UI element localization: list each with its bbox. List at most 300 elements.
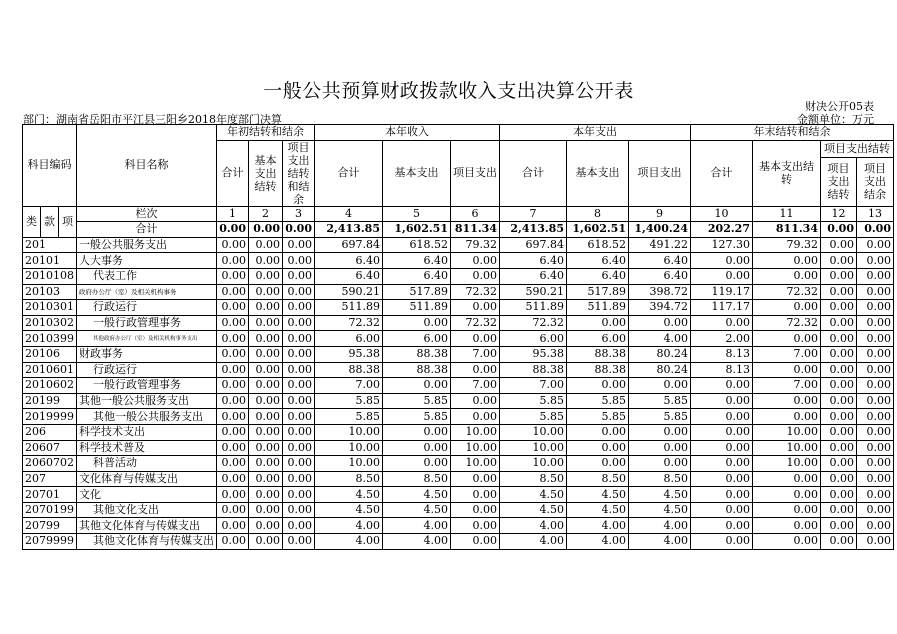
table-row — [23, 315, 894, 331]
subject-code: 20799 — [23, 518, 77, 534]
subject-name: 科学技术普及 — [77, 440, 217, 456]
amount-cell: 6.40 — [500, 253, 567, 269]
amount-cell: 0.00 — [629, 440, 691, 456]
amount-cell: 6.40 — [629, 253, 691, 269]
amount-cell: 0.00 — [821, 456, 857, 472]
total-value: 811.34 — [451, 222, 500, 238]
subject-code: 2010302 — [23, 315, 77, 331]
amount-cell: 0.00 — [753, 253, 821, 269]
amount-cell: 0.00 — [857, 378, 894, 394]
header-name: 科目名称 — [77, 125, 217, 207]
amount-cell: 10.00 — [451, 440, 500, 456]
amount-cell: 4.50 — [567, 502, 629, 518]
header-end-proj-carry: 项目支出结转 — [821, 158, 857, 206]
amount-cell: 2.00 — [691, 331, 753, 347]
amount-cell: 0.00 — [857, 502, 894, 518]
amount-cell: 7.00 — [500, 378, 567, 394]
subject-code: 20103 — [23, 284, 77, 300]
subject-name: 行政运行 — [77, 362, 217, 378]
amount-cell: 0.00 — [249, 315, 283, 331]
amount-cell: 4.00 — [567, 518, 629, 534]
table-row — [23, 253, 894, 269]
amount-cell: 0.00 — [249, 268, 283, 284]
amount-cell: 0.00 — [753, 502, 821, 518]
amount-cell: 0.00 — [283, 409, 315, 425]
subject-name: 其他文化体育与传媒支出 — [77, 534, 217, 550]
amount-cell: 0.00 — [821, 331, 857, 347]
amount-cell: 10.00 — [753, 456, 821, 472]
page-title: 一般公共预算财政拨款收入支出决算公开表 — [263, 80, 634, 102]
amount-cell: 0.00 — [753, 300, 821, 316]
amount-cell: 0.00 — [821, 253, 857, 269]
amount-cell: 10.00 — [500, 424, 567, 440]
amount-cell: 0.00 — [451, 300, 500, 316]
amount-cell: 4.50 — [383, 502, 451, 518]
amount-cell: 0.00 — [857, 424, 894, 440]
subject-name: 科学技术支出 — [77, 424, 217, 440]
amount-cell: 0.00 — [249, 534, 283, 550]
amount-cell: 0.00 — [691, 253, 753, 269]
header-end-proj-surplus: 项目支出结余 — [857, 158, 894, 206]
amount-cell: 697.84 — [315, 237, 383, 253]
amount-cell: 0.00 — [217, 424, 249, 440]
amount-cell: 4.50 — [500, 502, 567, 518]
amount-cell: 4.50 — [315, 502, 383, 518]
col-num: 2 — [249, 206, 283, 222]
amount-cell: 4.00 — [383, 534, 451, 550]
table-row — [23, 440, 894, 456]
amount-cell: 0.00 — [283, 362, 315, 378]
amount-cell: 0.00 — [283, 284, 315, 300]
amount-cell: 6.00 — [315, 331, 383, 347]
amount-cell: 0.00 — [629, 378, 691, 394]
total-value: 0.00 — [217, 222, 249, 238]
amount-cell: 0.00 — [249, 237, 283, 253]
amount-cell: 0.00 — [857, 253, 894, 269]
amount-cell: 0.00 — [857, 456, 894, 472]
subject-name: 一般行政管理事务 — [77, 315, 217, 331]
amount-cell: 0.00 — [217, 237, 249, 253]
amount-cell: 88.38 — [500, 362, 567, 378]
amount-cell: 10.00 — [500, 440, 567, 456]
amount-cell: 6.40 — [567, 268, 629, 284]
amount-cell: 0.00 — [283, 518, 315, 534]
subject-name: 文化 — [77, 487, 217, 503]
amount-cell: 0.00 — [249, 378, 283, 394]
amount-cell: 0.00 — [857, 393, 894, 409]
table-row — [23, 300, 894, 316]
amount-cell: 4.00 — [629, 518, 691, 534]
amount-cell: 10.00 — [315, 456, 383, 472]
amount-cell: 0.00 — [857, 237, 894, 253]
header-lei: 类 — [23, 206, 41, 237]
amount-unit: 金额单位：万元 — [797, 113, 874, 126]
amount-cell: 0.00 — [217, 471, 249, 487]
amount-cell: 0.00 — [383, 424, 451, 440]
amount-cell: 4.50 — [500, 487, 567, 503]
amount-cell: 72.32 — [451, 284, 500, 300]
subject-code: 2019999 — [23, 409, 77, 425]
amount-cell: 0.00 — [217, 393, 249, 409]
amount-cell: 0.00 — [217, 534, 249, 550]
amount-cell: 0.00 — [821, 487, 857, 503]
col-num: 11 — [753, 206, 821, 222]
amount-cell: 6.40 — [383, 268, 451, 284]
amount-cell: 72.32 — [500, 315, 567, 331]
amount-cell: 117.17 — [691, 300, 753, 316]
amount-cell: 0.00 — [249, 456, 283, 472]
amount-cell: 0.00 — [821, 393, 857, 409]
header-end-project: 项目支出结转 — [821, 140, 894, 158]
amount-cell: 6.40 — [567, 253, 629, 269]
amount-cell: 0.00 — [753, 331, 821, 347]
amount-cell: 95.38 — [315, 346, 383, 362]
amount-cell: 72.32 — [451, 315, 500, 331]
amount-cell: 0.00 — [567, 315, 629, 331]
table-row — [23, 456, 894, 472]
subject-name: 政府办公厅（室）及相关机构事务 — [77, 284, 217, 300]
header-xiang: 项 — [59, 206, 77, 237]
amount-cell: 0.00 — [567, 456, 629, 472]
col-num: 7 — [500, 206, 567, 222]
col-num: 9 — [629, 206, 691, 222]
amount-cell: 8.50 — [500, 471, 567, 487]
subject-name: 人大事务 — [77, 253, 217, 269]
amount-cell: 0.00 — [821, 409, 857, 425]
amount-cell: 4.00 — [315, 518, 383, 534]
amount-cell: 0.00 — [753, 471, 821, 487]
col-num: 3 — [283, 206, 315, 222]
amount-cell: 0.00 — [283, 471, 315, 487]
amount-cell: 697.84 — [500, 237, 567, 253]
amount-cell: 0.00 — [451, 518, 500, 534]
amount-cell: 0.00 — [691, 424, 753, 440]
amount-cell: 0.00 — [249, 471, 283, 487]
amount-cell: 590.21 — [500, 284, 567, 300]
total-value: 202.27 — [691, 222, 753, 238]
total-value: 0.00 — [283, 222, 315, 238]
col-num: 5 — [383, 206, 451, 222]
subject-name: 行政运行 — [77, 300, 217, 316]
col-num: 13 — [857, 206, 894, 222]
amount-cell: 0.00 — [691, 502, 753, 518]
amount-cell: 0.00 — [451, 534, 500, 550]
amount-cell: 0.00 — [217, 487, 249, 503]
amount-cell: 6.40 — [383, 253, 451, 269]
table-row — [23, 362, 894, 378]
amount-cell: 0.00 — [821, 378, 857, 394]
amount-cell: 0.00 — [821, 518, 857, 534]
subject-name: 文化体育与传媒支出 — [77, 471, 217, 487]
amount-cell: 80.24 — [629, 362, 691, 378]
amount-cell: 0.00 — [691, 487, 753, 503]
amount-cell: 0.00 — [567, 424, 629, 440]
amount-cell: 0.00 — [283, 300, 315, 316]
amount-cell: 5.85 — [383, 393, 451, 409]
amount-cell: 618.52 — [567, 237, 629, 253]
amount-cell: 0.00 — [249, 362, 283, 378]
col-num: 8 — [567, 206, 629, 222]
amount-cell: 0.00 — [857, 315, 894, 331]
amount-cell: 72.32 — [753, 284, 821, 300]
amount-cell: 5.85 — [629, 409, 691, 425]
amount-cell: 0.00 — [857, 440, 894, 456]
header-expense-project: 项目支出 — [629, 140, 691, 206]
amount-cell: 0.00 — [629, 315, 691, 331]
header-income-total: 合计 — [315, 140, 383, 206]
amount-cell: 0.00 — [821, 268, 857, 284]
amount-cell: 0.00 — [691, 471, 753, 487]
amount-cell: 5.85 — [500, 393, 567, 409]
total-value: 1,602.51 — [567, 222, 629, 238]
amount-cell: 0.00 — [283, 487, 315, 503]
header-expense-basic: 基本支出 — [567, 140, 629, 206]
amount-cell: 10.00 — [500, 456, 567, 472]
amount-cell: 0.00 — [249, 300, 283, 316]
amount-cell: 0.00 — [383, 378, 451, 394]
amount-cell: 5.85 — [315, 393, 383, 409]
amount-cell: 0.00 — [283, 378, 315, 394]
header-end-basic: 基本支出结转 — [753, 140, 821, 206]
amount-cell: 10.00 — [315, 440, 383, 456]
amount-cell: 0.00 — [691, 456, 753, 472]
amount-cell: 0.00 — [857, 518, 894, 534]
department-label: 部门：湖南省岳阳市平江县三阳乡2018年度部门决算 — [23, 113, 282, 126]
total-row — [23, 222, 894, 238]
amount-cell: 4.50 — [315, 487, 383, 503]
amount-cell: 0.00 — [451, 487, 500, 503]
subject-code: 2010301 — [23, 300, 77, 316]
amount-cell: 8.50 — [383, 471, 451, 487]
amount-cell: 0.00 — [217, 440, 249, 456]
amount-cell: 0.00 — [217, 268, 249, 284]
amount-cell: 0.00 — [283, 268, 315, 284]
header-kuan: 款 — [41, 206, 59, 237]
header-income-project: 项目支出 — [451, 140, 500, 206]
amount-cell: 0.00 — [857, 346, 894, 362]
amount-cell: 0.00 — [691, 378, 753, 394]
amount-cell: 5.85 — [315, 409, 383, 425]
total-value: 811.34 — [753, 222, 821, 238]
amount-cell: 0.00 — [451, 362, 500, 378]
amount-cell: 0.00 — [821, 471, 857, 487]
amount-cell: 0.00 — [283, 502, 315, 518]
amount-cell: 517.89 — [567, 284, 629, 300]
amount-cell: 0.00 — [217, 346, 249, 362]
table-row — [23, 471, 894, 487]
amount-cell: 119.17 — [691, 284, 753, 300]
col-num: 4 — [315, 206, 383, 222]
amount-cell: 0.00 — [283, 456, 315, 472]
amount-cell: 0.00 — [753, 393, 821, 409]
amount-cell: 0.00 — [283, 534, 315, 550]
amount-cell: 0.00 — [249, 346, 283, 362]
subject-code: 2079999 — [23, 534, 77, 550]
amount-cell: 0.00 — [629, 456, 691, 472]
header-income: 本年收入 — [315, 125, 500, 141]
header-code: 科目编码 — [23, 125, 77, 207]
amount-cell: 0.00 — [857, 268, 894, 284]
table-row — [23, 534, 894, 550]
header-expense-total: 合计 — [500, 140, 567, 206]
header-expense: 本年支出 — [500, 125, 691, 141]
amount-cell: 511.89 — [315, 300, 383, 316]
amount-cell: 4.50 — [629, 502, 691, 518]
header-begin: 年初结转和结余 — [217, 125, 315, 141]
amount-cell: 0.00 — [283, 393, 315, 409]
amount-cell: 88.38 — [315, 362, 383, 378]
amount-cell: 0.00 — [691, 393, 753, 409]
table-row — [23, 378, 894, 394]
amount-cell: 0.00 — [249, 409, 283, 425]
amount-cell: 0.00 — [383, 440, 451, 456]
total-value: 2,413.85 — [315, 222, 383, 238]
amount-cell: 0.00 — [217, 300, 249, 316]
amount-cell: 0.00 — [753, 487, 821, 503]
amount-cell: 4.50 — [567, 487, 629, 503]
amount-cell: 511.89 — [383, 300, 451, 316]
amount-cell: 0.00 — [821, 534, 857, 550]
total-value: 1,602.51 — [383, 222, 451, 238]
amount-cell: 0.00 — [857, 331, 894, 347]
amount-cell: 4.00 — [500, 518, 567, 534]
amount-cell: 6.00 — [567, 331, 629, 347]
total-value: 1,400.24 — [629, 222, 691, 238]
amount-cell: 0.00 — [283, 331, 315, 347]
amount-cell: 72.32 — [315, 315, 383, 331]
table-row — [23, 237, 894, 253]
amount-cell: 8.50 — [629, 471, 691, 487]
amount-cell: 5.85 — [383, 409, 451, 425]
amount-cell: 0.00 — [217, 378, 249, 394]
header-lanci: 栏次 — [77, 206, 217, 222]
amount-cell: 0.00 — [451, 393, 500, 409]
header-begin-basic: 基本支出结转 — [249, 140, 283, 206]
amount-cell: 10.00 — [315, 424, 383, 440]
amount-cell: 491.22 — [629, 237, 691, 253]
amount-cell: 0.00 — [691, 440, 753, 456]
amount-cell: 4.00 — [383, 518, 451, 534]
amount-cell: 88.38 — [383, 362, 451, 378]
amount-cell: 0.00 — [821, 502, 857, 518]
header-begin-project: 项目支出结转和结余 — [283, 140, 315, 206]
amount-cell: 0.00 — [249, 518, 283, 534]
subject-name: 其他政府办公厅（室）及相关机构事务支出 — [77, 331, 217, 347]
amount-cell: 0.00 — [753, 268, 821, 284]
amount-cell: 0.00 — [691, 534, 753, 550]
amount-cell: 511.89 — [500, 300, 567, 316]
amount-cell: 0.00 — [383, 315, 451, 331]
amount-cell: 618.52 — [383, 237, 451, 253]
total-value: 0.00 — [249, 222, 283, 238]
amount-cell: 0.00 — [857, 284, 894, 300]
amount-cell: 0.00 — [217, 456, 249, 472]
subject-name: 其他文化体育与传媒支出 — [77, 518, 217, 534]
amount-cell: 0.00 — [821, 362, 857, 378]
col-num: 10 — [691, 206, 753, 222]
amount-cell: 6.40 — [500, 268, 567, 284]
subject-name: 一般公共服务支出 — [77, 237, 217, 253]
amount-cell: 0.00 — [217, 253, 249, 269]
subject-name: 代表工作 — [77, 268, 217, 284]
subject-code: 206 — [23, 424, 77, 440]
amount-cell: 79.32 — [451, 237, 500, 253]
header-end: 年末结转和结余 — [691, 125, 894, 141]
col-num: 12 — [821, 206, 857, 222]
amount-cell: 0.00 — [283, 315, 315, 331]
amount-cell: 0.00 — [217, 284, 249, 300]
amount-cell: 0.00 — [857, 487, 894, 503]
subject-name: 一般行政管理事务 — [77, 378, 217, 394]
total-value: 0.00 — [857, 222, 894, 238]
amount-cell: 0.00 — [451, 471, 500, 487]
amount-cell: 0.00 — [857, 300, 894, 316]
amount-cell: 398.72 — [629, 284, 691, 300]
amount-cell: 0.00 — [283, 237, 315, 253]
amount-cell: 6.00 — [383, 331, 451, 347]
amount-cell: 0.00 — [217, 409, 249, 425]
amount-cell: 4.50 — [383, 487, 451, 503]
total-label: 合计 — [77, 222, 217, 238]
amount-cell: 4.00 — [567, 534, 629, 550]
amount-cell: 5.85 — [567, 409, 629, 425]
header-end-total: 合计 — [691, 140, 753, 206]
subject-code: 2070199 — [23, 502, 77, 518]
amount-cell: 5.85 — [500, 409, 567, 425]
table-row — [23, 346, 894, 362]
subject-name: 科普活动 — [77, 456, 217, 472]
amount-cell: 517.89 — [383, 284, 451, 300]
amount-cell: 0.00 — [249, 331, 283, 347]
amount-cell: 7.00 — [753, 346, 821, 362]
amount-cell: 0.00 — [691, 518, 753, 534]
amount-cell: 0.00 — [691, 268, 753, 284]
col-num: 1 — [217, 206, 249, 222]
amount-cell: 0.00 — [249, 502, 283, 518]
amount-cell: 88.38 — [567, 362, 629, 378]
amount-cell: 4.00 — [629, 331, 691, 347]
amount-cell: 10.00 — [451, 424, 500, 440]
amount-cell: 0.00 — [753, 409, 821, 425]
amount-cell: 0.00 — [283, 424, 315, 440]
amount-cell: 7.00 — [315, 378, 383, 394]
amount-cell: 0.00 — [821, 284, 857, 300]
amount-cell: 4.00 — [500, 534, 567, 550]
amount-cell: 0.00 — [857, 362, 894, 378]
amount-cell: 0.00 — [283, 346, 315, 362]
amount-cell: 0.00 — [249, 424, 283, 440]
amount-cell: 8.13 — [691, 362, 753, 378]
subject-code: 2010602 — [23, 378, 77, 394]
total-value: 0.00 — [821, 222, 857, 238]
amount-cell: 0.00 — [753, 362, 821, 378]
table-row — [23, 331, 894, 347]
amount-cell: 80.24 — [629, 346, 691, 362]
amount-cell: 0.00 — [249, 284, 283, 300]
amount-cell: 7.00 — [451, 346, 500, 362]
table-row — [23, 487, 894, 503]
amount-cell: 8.50 — [315, 471, 383, 487]
amount-cell: 0.00 — [857, 409, 894, 425]
amount-cell: 0.00 — [217, 518, 249, 534]
amount-cell: 0.00 — [753, 534, 821, 550]
amount-cell: 79.32 — [753, 237, 821, 253]
amount-cell: 4.00 — [629, 534, 691, 550]
amount-cell: 10.00 — [753, 424, 821, 440]
amount-cell: 0.00 — [821, 440, 857, 456]
amount-cell: 88.38 — [383, 346, 451, 362]
amount-cell: 0.00 — [283, 440, 315, 456]
